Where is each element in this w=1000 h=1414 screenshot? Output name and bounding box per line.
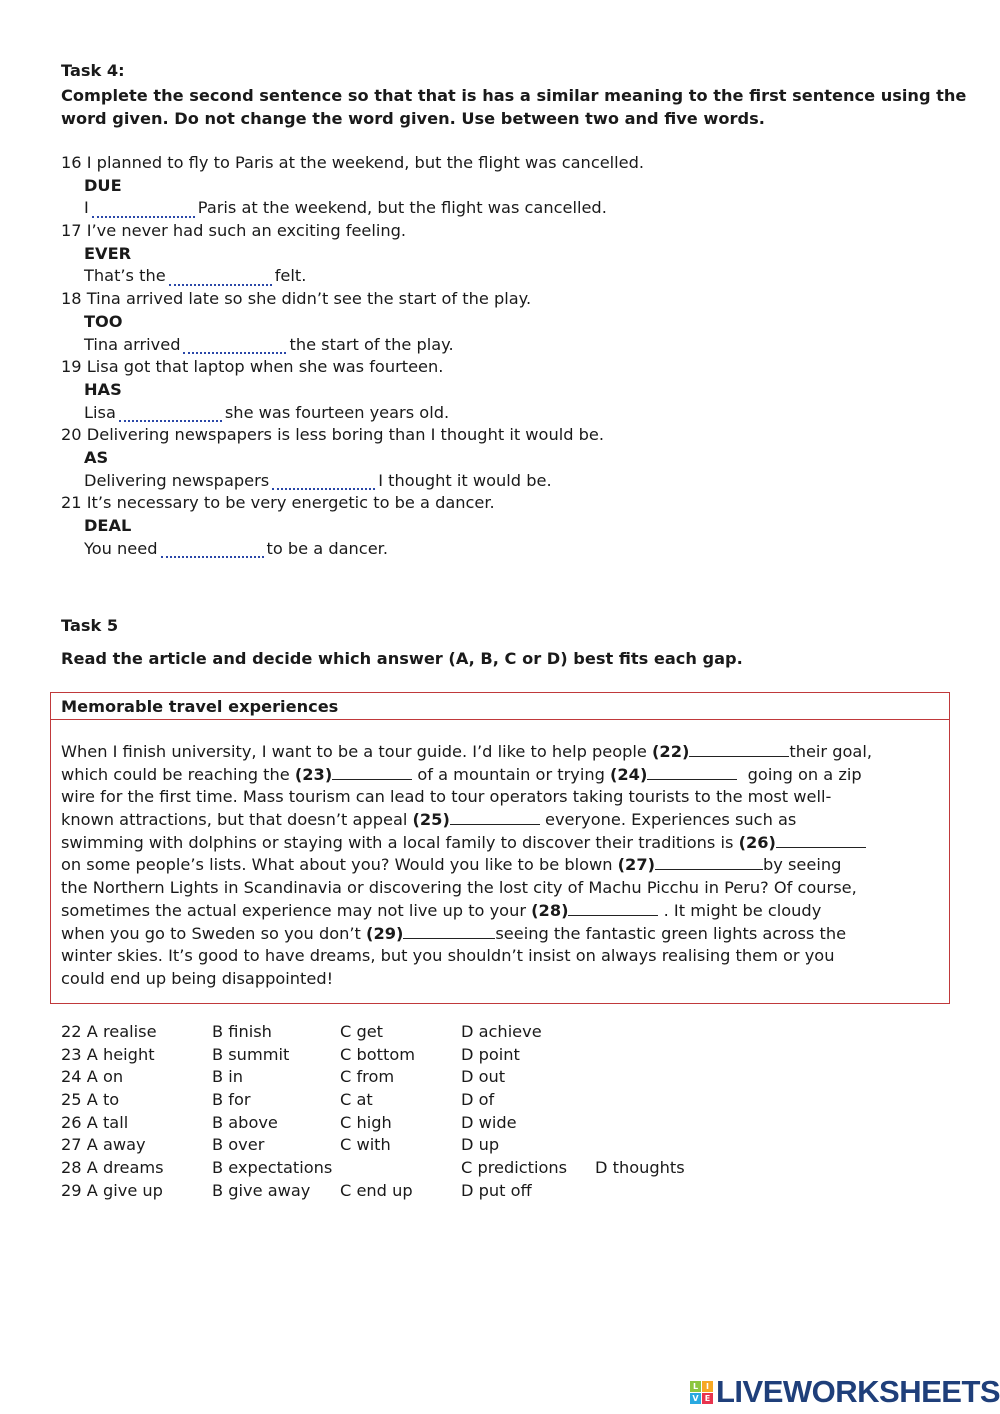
answer-line: [61, 265, 644, 288]
option-a[interactable]: 26 A tall: [61, 1112, 129, 1132]
logo-text: LIVEWORKSHEETS: [716, 1374, 1000, 1409]
article-text: When I finish university, I want to be a tour guide. I’d like to help people: [61, 742, 653, 761]
option[interactable]: B expectations: [212, 1158, 333, 1178]
answer-prefix: I: [84, 198, 89, 218]
question-sentence: [61, 356, 644, 379]
gap-number: (29): [366, 923, 404, 943]
article-text: the Northern Lights in Scandinavia or discovering the lost city of Machu Picchu in Peru? Of course,: [61, 878, 857, 898]
sentence-text: Delivering newspapers is less boring than I thought it would be.: [86, 425, 605, 445]
option-row: [61, 1134, 761, 1157]
task4-items: [61, 152, 644, 560]
article-text: their goal,: [789, 742, 872, 761]
gap-number: (25): [412, 810, 450, 830]
option-row: [61, 1112, 761, 1135]
question-number: 16: [61, 153, 82, 172]
question-sentence: [61, 424, 644, 447]
option-a[interactable]: 25 A to: [61, 1090, 120, 1110]
gap-blank-29[interactable]: [403, 923, 495, 939]
gap-blank-27[interactable]: [655, 854, 763, 870]
answer-suffix: Paris at the weekend, but the flight was cancelled.: [197, 198, 607, 218]
article-text: known attractions, but that doesn’t appeal: [61, 810, 413, 830]
option[interactable]: B summit: [212, 1044, 290, 1064]
article-text: winter skies. It’s good to have dreams, but you shouldn’t insist on always realising them or you: [61, 946, 835, 966]
logo-letter: V: [690, 1393, 701, 1404]
answer-input-20[interactable]: [272, 474, 375, 490]
article-line: [61, 968, 949, 991]
article-text: on some people’s lists. What about you? Would you like to be blown: [61, 855, 618, 875]
option[interactable]: C get: [340, 1022, 384, 1041]
keyword: DEAL: [84, 516, 132, 535]
article-line: [61, 786, 949, 809]
question-sentence: [61, 152, 644, 175]
article-text: wire for the first time. Mass tourism can lead to tour operators taking tourists to the most well-: [61, 787, 832, 807]
gap-blank-22[interactable]: [689, 741, 789, 757]
option[interactable]: D thoughts: [595, 1158, 685, 1178]
article-text: swimming with dolphins or staying with a local family to discover their traditions is: [61, 832, 739, 852]
article-line: [61, 741, 949, 764]
keyword: EVER: [84, 243, 132, 263]
answer-input-18[interactable]: [183, 338, 286, 354]
answer-prefix: That’s the: [84, 266, 166, 286]
option[interactable]: C with: [340, 1135, 391, 1155]
logo-icon: [690, 1381, 713, 1404]
option[interactable]: D point: [461, 1044, 520, 1064]
option[interactable]: B give away: [212, 1180, 311, 1200]
gap-blank-25[interactable]: [450, 809, 540, 825]
answer-prefix: You need: [84, 538, 158, 558]
option[interactable]: C at: [340, 1090, 373, 1110]
option-a[interactable]: 29 A give up: [61, 1180, 163, 1200]
option-a[interactable]: 24 A on: [61, 1067, 124, 1087]
gap-number: (27): [617, 855, 655, 875]
option-row: [61, 1180, 761, 1203]
gap-blank-28[interactable]: [568, 900, 658, 916]
keyword: TOO: [84, 311, 123, 331]
option-a[interactable]: 22 A realise: [61, 1022, 157, 1041]
article-title: Memorable travel experiences: [51, 693, 949, 720]
keyword: DUE: [84, 175, 122, 195]
answer-line: [61, 334, 644, 357]
answer-input-17[interactable]: [169, 270, 272, 286]
article-line: [61, 877, 949, 900]
answer-suffix: I thought it would be.: [378, 470, 552, 490]
option[interactable]: D up: [461, 1135, 500, 1155]
article-line: [61, 945, 949, 968]
article-line: [61, 923, 949, 946]
option[interactable]: D wide: [461, 1112, 517, 1132]
task5-instruction: Read the article and decide which answer (A, B, C or D) best fits each gap.: [61, 649, 743, 668]
task4-instruction-line: word given. Do not change the word given. Use between two and five words.: [61, 108, 765, 128]
option-row: [61, 1044, 761, 1067]
option[interactable]: C bottom: [340, 1044, 415, 1064]
sentence-text: I planned to fly to Paris at the weekend, but the flight was cancelled.: [86, 153, 645, 172]
option[interactable]: C from: [340, 1067, 395, 1087]
option-row: [61, 1021, 761, 1044]
article-text: . It might be cloudy: [658, 900, 822, 920]
article-text: by seeing: [762, 855, 842, 875]
answer-prefix: Delivering newspapers: [84, 470, 270, 490]
question-sentence: [61, 492, 644, 515]
article-text: sometimes the actual experience may not live up to your: [61, 900, 532, 920]
question-sentence: [61, 288, 644, 311]
option[interactable]: D put off: [461, 1180, 532, 1200]
keyword: AS: [84, 447, 109, 467]
answer-line: [61, 538, 644, 561]
answer-line: [61, 402, 644, 425]
question-number: 18: [61, 289, 82, 309]
question-number: 17: [61, 221, 82, 241]
option[interactable]: B in: [212, 1067, 244, 1087]
answer-prefix: Tina arrived: [84, 334, 181, 354]
article-box: [50, 692, 950, 1004]
answer-input-21[interactable]: [161, 542, 264, 558]
answer-line: [61, 197, 644, 220]
article-text: everyone. Experiences such as: [539, 810, 797, 830]
answer-input-19[interactable]: [119, 406, 222, 422]
option[interactable]: D out: [461, 1067, 506, 1087]
task5-title: Task 5: [61, 616, 119, 635]
option[interactable]: B finish: [212, 1022, 272, 1041]
answer-input-16[interactable]: [92, 202, 195, 218]
logo-letter: L: [690, 1381, 701, 1392]
article-text: of a mountain or trying: [412, 764, 611, 784]
article-text: going on a zip: [737, 764, 862, 784]
liveworksheets-logo: [690, 1374, 1000, 1410]
sentence-text: It’s necessary to be very energetic to be a dancer.: [86, 493, 495, 513]
option[interactable]: D achieve: [461, 1022, 542, 1041]
option[interactable]: C high: [340, 1112, 392, 1132]
article-line: [61, 854, 949, 877]
article-line: [61, 809, 949, 832]
answer-suffix: she was fourteen years old.: [224, 402, 450, 422]
gap-number: (28): [531, 900, 569, 920]
option[interactable]: B above: [212, 1112, 278, 1132]
option[interactable]: D of: [461, 1090, 495, 1110]
article-line: [61, 900, 949, 923]
logo-letter: E: [702, 1393, 713, 1404]
option[interactable]: C predictions: [461, 1158, 568, 1178]
article-text: when you go to Sweden so you don’t: [61, 923, 367, 943]
option-row: [61, 1066, 761, 1089]
sentence-text: Tina arrived late so she didn’t see the start of the play.: [86, 289, 532, 309]
gap-number: (23): [294, 764, 333, 784]
option-a[interactable]: 27 A away: [61, 1135, 146, 1155]
option-a[interactable]: 28 A dreams: [61, 1158, 164, 1178]
question-number: 21: [61, 493, 82, 513]
gap-number: (24): [610, 764, 648, 784]
article-text: which could be reaching the: [61, 764, 295, 784]
task4-title: Task 4:: [61, 61, 125, 80]
answer-prefix: Lisa: [84, 402, 116, 422]
option[interactable]: B over: [212, 1135, 265, 1155]
article-line: [61, 764, 949, 787]
question-number: 19: [61, 357, 82, 377]
sentence-text: I’ve never had such an exciting feeling.: [86, 221, 407, 241]
option[interactable]: C end up: [340, 1180, 413, 1200]
answer-suffix: felt.: [274, 266, 307, 286]
answer-suffix: to be a dancer.: [266, 538, 388, 558]
gap-blank-26[interactable]: [776, 832, 866, 848]
sentence-text: Lisa got that laptop when she was fourteen.: [86, 357, 444, 377]
article-body: [51, 698, 949, 991]
gap-number: (22): [652, 742, 690, 761]
article-text: seeing the fantastic green lights across the: [495, 923, 847, 943]
option-a[interactable]: 23 A height: [61, 1044, 155, 1064]
gap-number: (26): [738, 832, 776, 852]
task4-instruction-line: Complete the second sentence so that that is has a similar meaning to the first sentence using the: [61, 86, 967, 105]
option-row: [61, 1089, 761, 1112]
article-text: could end up being disappointed!: [61, 968, 334, 988]
option-row: [61, 1157, 761, 1180]
gap-blank-24[interactable]: [647, 764, 737, 780]
answer-options: [61, 1021, 761, 1203]
gap-blank-23[interactable]: [332, 764, 412, 780]
logo-letter: I: [702, 1381, 713, 1392]
option[interactable]: B for: [212, 1090, 251, 1110]
question-number: 20: [61, 425, 82, 445]
question-sentence: [61, 220, 644, 243]
answer-suffix: the start of the play.: [289, 334, 454, 354]
task4-instructions: [61, 85, 966, 130]
keyword: HAS: [84, 379, 122, 399]
answer-line: [61, 470, 644, 493]
article-line: [61, 832, 949, 855]
